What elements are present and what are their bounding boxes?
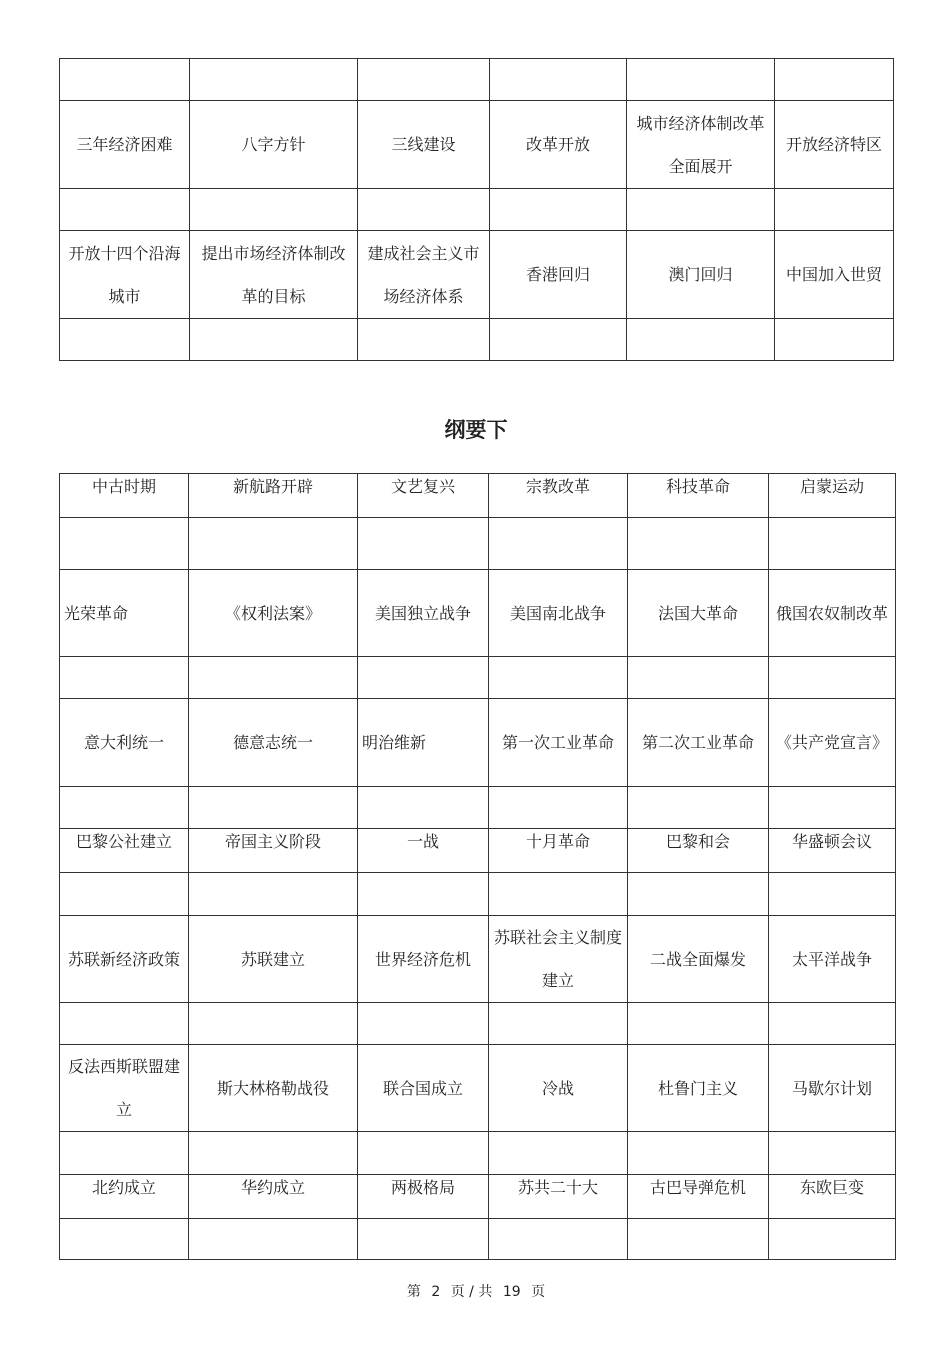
table-cell: 二战全面爆发 — [628, 916, 769, 1003]
table-cell[interactable] — [627, 319, 775, 361]
table-cell[interactable] — [60, 189, 190, 231]
page-total: 19 — [502, 1284, 521, 1300]
table-cell[interactable] — [358, 59, 490, 101]
table-cell: 第二次工业革命 — [628, 699, 769, 787]
table-cell: 中古时期 — [60, 474, 189, 518]
table-cell: 开放十四个沿海城市 — [60, 231, 190, 319]
table-cell: 城市经济体制改革全面展开 — [627, 101, 775, 189]
table-cell[interactable] — [358, 657, 489, 699]
table-cell[interactable] — [60, 1219, 189, 1260]
table-cell: 太平洋战争 — [769, 916, 896, 1003]
table-cell: 三年经济困难 — [60, 101, 190, 189]
page-current: 2 — [431, 1284, 441, 1300]
table-cell[interactable] — [628, 1219, 769, 1260]
table-cell[interactable] — [489, 787, 628, 829]
table-cell[interactable] — [769, 1132, 896, 1175]
table-cell[interactable] — [190, 59, 358, 101]
table-cell[interactable] — [189, 787, 358, 829]
table-cell[interactable] — [358, 1132, 489, 1175]
table-cell: 建成社会主义市场经济体系 — [358, 231, 490, 319]
table-cell[interactable] — [490, 319, 627, 361]
table-cell[interactable] — [489, 518, 628, 570]
table-cell: 三线建设 — [358, 101, 490, 189]
table-cell[interactable] — [358, 873, 489, 916]
table-cell[interactable] — [358, 787, 489, 829]
table-cell[interactable] — [358, 1219, 489, 1260]
table-cell: 俄国农奴制改革 — [769, 570, 896, 657]
table-cell: 反法西斯联盟建立 — [60, 1045, 189, 1132]
table-cell[interactable] — [769, 657, 896, 699]
table-cell: 苏联新经济政策 — [60, 916, 189, 1003]
timeline-table-china — [59, 58, 894, 361]
table-cell: 明治维新 — [358, 699, 489, 787]
table-cell[interactable] — [189, 1003, 358, 1045]
table-cell[interactable] — [60, 657, 189, 699]
table-cell: 冷战 — [489, 1045, 628, 1132]
table-cell[interactable] — [769, 873, 896, 916]
table-cell[interactable] — [769, 1003, 896, 1045]
table-cell[interactable] — [358, 518, 489, 570]
table-cell[interactable] — [490, 189, 627, 231]
table-cell[interactable] — [775, 319, 894, 361]
section-title: 纲要下 — [444, 417, 508, 442]
table-cell: 第一次工业革命 — [489, 699, 628, 787]
table-cell[interactable] — [628, 787, 769, 829]
table-cell[interactable] — [627, 189, 775, 231]
table-cell[interactable] — [60, 1132, 189, 1175]
table-cell: 科技革命 — [628, 474, 769, 518]
table-cell[interactable] — [189, 657, 358, 699]
table-cell[interactable] — [60, 319, 190, 361]
table-cell: 《权利法案》 — [189, 570, 358, 657]
table-cell: 文艺复兴 — [358, 474, 489, 518]
table-cell[interactable] — [489, 657, 628, 699]
table-cell[interactable] — [489, 1003, 628, 1045]
table-cell: 苏联社会主义制度建立 — [489, 916, 628, 1003]
table-cell[interactable] — [60, 518, 189, 570]
table-cell: 东欧巨变 — [769, 1175, 896, 1219]
table-cell[interactable] — [190, 319, 358, 361]
table-cell[interactable] — [628, 873, 769, 916]
table-cell: 世界经济危机 — [358, 916, 489, 1003]
table-cell[interactable] — [769, 1219, 896, 1260]
table-cell[interactable] — [60, 1003, 189, 1045]
table-cell: 八字方针 — [190, 101, 358, 189]
table-cell: 意大利统一 — [60, 699, 189, 787]
table-cell: 华盛顿会议 — [769, 829, 896, 873]
table-cell: 一战 — [358, 829, 489, 873]
table-cell: 提出市场经济体制改革的目标 — [190, 231, 358, 319]
table-cell[interactable] — [489, 1219, 628, 1260]
table-cell: 苏联建立 — [189, 916, 358, 1003]
table-cell: 启蒙运动 — [769, 474, 896, 518]
table-cell: 改革开放 — [490, 101, 627, 189]
table-cell: 马歇尔计划 — [769, 1045, 896, 1132]
page-footer — [0, 1281, 952, 1301]
table-cell[interactable] — [189, 1219, 358, 1260]
table-cell: 宗教改革 — [489, 474, 628, 518]
table-cell: 斯大林格勒战役 — [189, 1045, 358, 1132]
timeline-table-world — [59, 473, 896, 1260]
table-cell[interactable] — [60, 787, 189, 829]
table-cell[interactable] — [628, 1132, 769, 1175]
table-cell[interactable] — [189, 873, 358, 916]
table-cell[interactable] — [490, 59, 627, 101]
table-cell: 光荣革命 — [60, 570, 189, 657]
table-cell: 开放经济特区 — [775, 101, 894, 189]
table-cell[interactable] — [189, 518, 358, 570]
footer-label-mid: 页 / 共 — [450, 1284, 493, 1300]
table-cell[interactable] — [489, 873, 628, 916]
table-cell: 德意志统一 — [189, 699, 358, 787]
table-cell: 巴黎公社建立 — [60, 829, 189, 873]
table-cell: 杜鲁门主义 — [628, 1045, 769, 1132]
table-cell[interactable] — [358, 189, 490, 231]
table-cell: 中国加入世贸 — [775, 231, 894, 319]
table-cell[interactable] — [489, 1132, 628, 1175]
footer-label-post: 页 — [531, 1284, 546, 1300]
table-cell: 古巴导弹危机 — [628, 1175, 769, 1219]
table-cell[interactable] — [775, 59, 894, 101]
table-cell: 联合国成立 — [358, 1045, 489, 1132]
table-cell: 华约成立 — [189, 1175, 358, 1219]
table-cell[interactable] — [60, 873, 189, 916]
table-cell: 巴黎和会 — [628, 829, 769, 873]
table-cell: 帝国主义阶段 — [189, 829, 358, 873]
table-cell[interactable] — [769, 787, 896, 829]
table-cell[interactable] — [190, 189, 358, 231]
table-cell[interactable] — [358, 319, 490, 361]
table-cell: 十月革命 — [489, 829, 628, 873]
table-cell: 美国南北战争 — [489, 570, 628, 657]
table-cell[interactable] — [189, 1132, 358, 1175]
table-cell[interactable] — [775, 189, 894, 231]
table-cell: 两极格局 — [358, 1175, 489, 1219]
table-cell: 法国大革命 — [628, 570, 769, 657]
table-cell: 香港回归 — [490, 231, 627, 319]
table-cell[interactable] — [628, 1003, 769, 1045]
table-cell[interactable] — [769, 518, 896, 570]
table-cell[interactable] — [628, 657, 769, 699]
table-cell[interactable] — [627, 59, 775, 101]
table-cell: 澳门回归 — [627, 231, 775, 319]
table-cell: 《共产党宣言》 — [769, 699, 896, 787]
table-cell: 美国独立战争 — [358, 570, 489, 657]
table-cell[interactable] — [60, 59, 190, 101]
table-cell: 新航路开辟 — [189, 474, 358, 518]
table-cell[interactable] — [358, 1003, 489, 1045]
footer-label-pre: 第 — [406, 1284, 421, 1300]
table-cell[interactable] — [628, 518, 769, 570]
table-cell: 苏共二十大 — [489, 1175, 628, 1219]
table-cell: 北约成立 — [60, 1175, 189, 1219]
